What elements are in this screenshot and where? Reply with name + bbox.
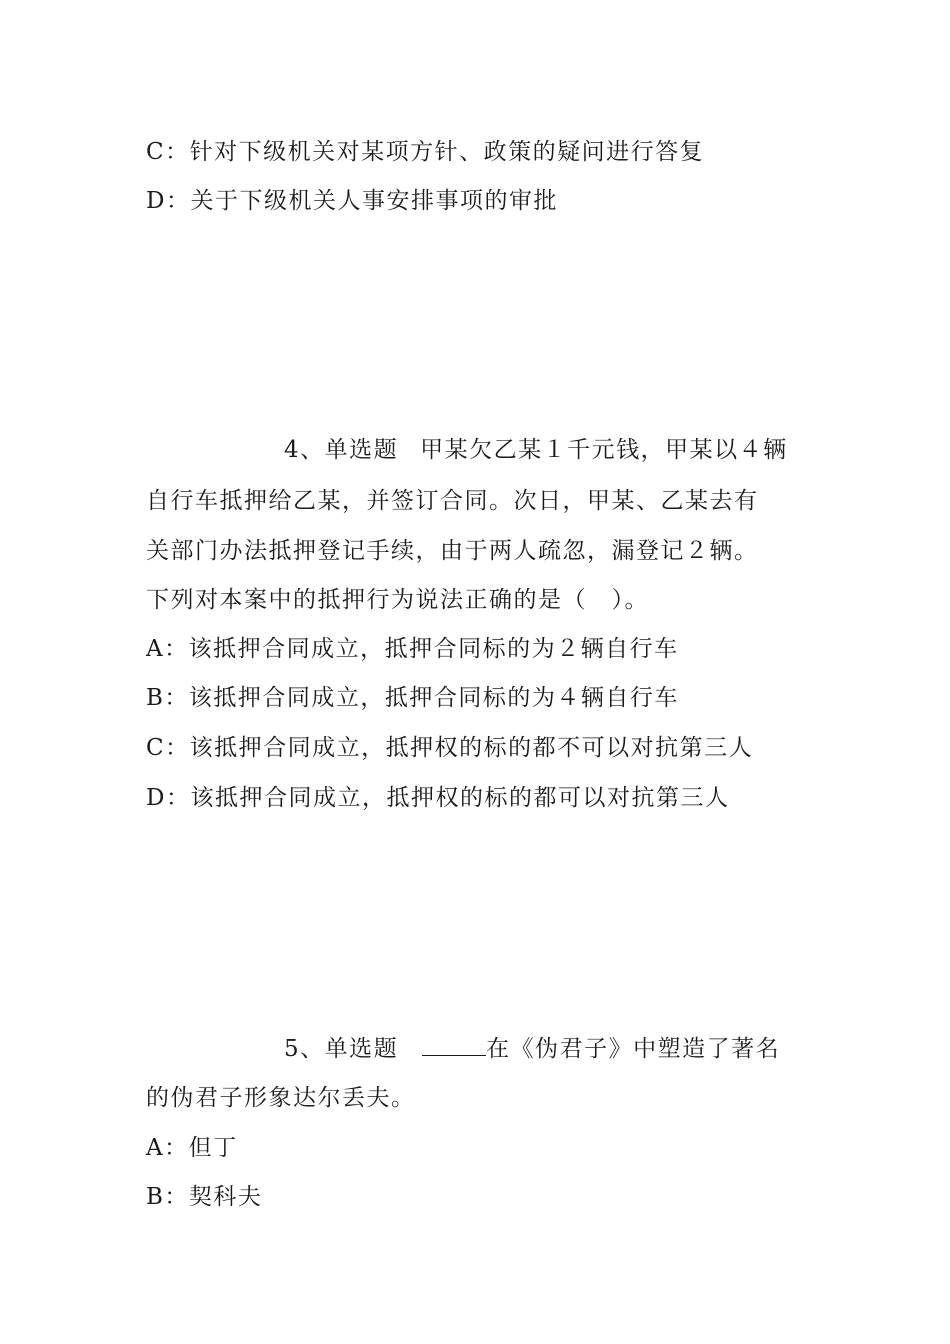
- question-stem-first-line: 在《伪君子》中塑造了著名: [486, 1036, 781, 1062]
- question-stem-line: 的伪君子形象达尔丢夫。: [146, 1085, 416, 1111]
- question-4-header: [284, 435, 788, 465]
- option-c: C：针对下级机关对某项方针、政策的疑问进行答复: [146, 139, 705, 165]
- question-stem-line: 下列对本案中的抵押行为说法正确的是（ ）。: [146, 587, 649, 613]
- question-5-header: [284, 1033, 780, 1064]
- question-stem-first-line: 甲某欠乙某１千元钱，甲某以４辆: [420, 437, 788, 463]
- option-d: D：关于下级机关人事安排事项的审批: [146, 188, 558, 214]
- option-b: B：该抵押合同成立，抵押合同标的为４辆自行车: [146, 685, 679, 711]
- question-stem-line: 自行车抵押给乙某，并签订合同。次日，甲某、乙某去有: [146, 488, 759, 514]
- option-a: A：但丁: [146, 1135, 238, 1161]
- option-c: C：该抵押合同成立，抵押权的标的都不可以对抗第三人: [146, 735, 754, 761]
- question-number: 4、单选题: [284, 437, 399, 463]
- question-number: 5、单选题: [284, 1036, 399, 1062]
- option-d: D：该抵押合同成立，抵押权的标的都可以对抗第三人: [146, 785, 730, 811]
- fill-in-blank: [422, 1033, 486, 1056]
- option-b: B：契科夫: [146, 1184, 263, 1210]
- question-stem-line: 关部门办法抵押登记手续，由于两人疏忽，漏登记２辆。: [146, 538, 759, 564]
- option-a: A：该抵押合同成立，抵押合同标的为２辆自行车: [146, 636, 679, 662]
